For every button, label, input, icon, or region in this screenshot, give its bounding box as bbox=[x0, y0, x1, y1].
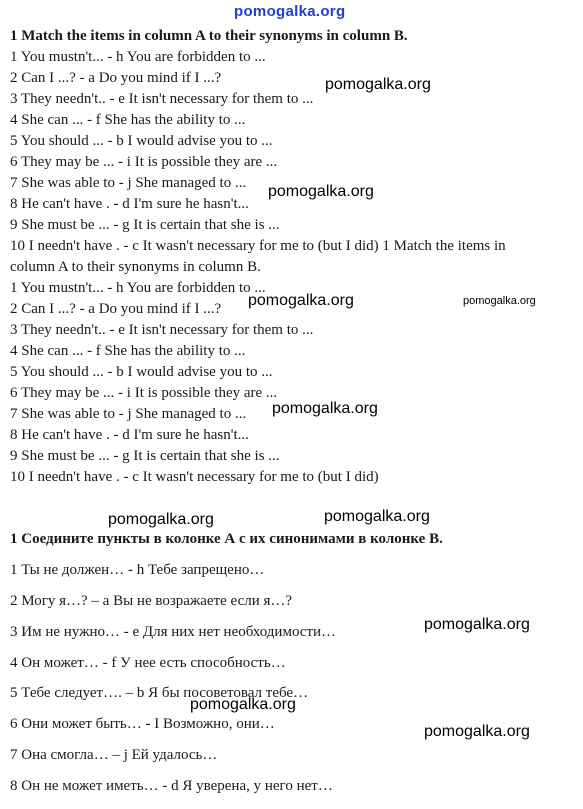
watermark: pomogalka.org bbox=[324, 508, 430, 525]
list-item: 10 I needn't have . - c It wasn't necessary for me to (but I did) bbox=[10, 469, 379, 485]
list-item: 6 They may be ... - i It is possible they are ... bbox=[10, 154, 278, 170]
list-item: 2 Могу я…? – a Вы не возражаете если я…? bbox=[10, 593, 293, 609]
watermark: pomogalka.org bbox=[325, 76, 431, 93]
section2-title: 1 Соедините пункты в колонке А с их синонимами в колонке В. bbox=[10, 531, 443, 547]
watermark: pomogalka.org bbox=[424, 616, 530, 633]
list-item: 2 Can I ...? - a Do you mind if I ...? bbox=[10, 301, 222, 317]
list-item: 6 Они может быть… - I Возможно, они… bbox=[10, 716, 275, 732]
watermark: pomogalka.org bbox=[108, 511, 214, 528]
list-item: 4 Он может… - f У нее есть способность… bbox=[10, 655, 286, 671]
list-item: 4 She can ... - f She has the ability to ... bbox=[10, 112, 246, 128]
watermark: pomogalka.org bbox=[424, 723, 530, 740]
list-item: 9 She must be ... - g It is certain that she is ... bbox=[10, 217, 280, 233]
list-item: 3 They needn't.. - e It isn't necessary for them to ... bbox=[10, 322, 314, 338]
watermark: pomogalka.org bbox=[463, 295, 536, 307]
list-item: 7 She was able to - j She managed to ... bbox=[10, 406, 247, 422]
watermark: pomogalka.org bbox=[248, 292, 354, 309]
section1-title: 1 Match the items in column A to their synonyms in column B. bbox=[10, 28, 408, 44]
list-item: 8 He can't have . - d I'm sure he hasn't... bbox=[10, 196, 249, 212]
header-site-watermark: pomogalka.org bbox=[234, 3, 346, 20]
list-item: 8 He can't have . - d I'm sure he hasn't... bbox=[10, 427, 249, 443]
list-item: 8 Он не может иметь… - d Я уверена, у него нет… bbox=[10, 778, 333, 794]
watermark: pomogalka.org bbox=[190, 696, 296, 713]
list-item: 1 Ты не должен… - h Тебе запрещено… bbox=[10, 562, 265, 578]
list-item: 2 Can I ...? - a Do you mind if I ...? bbox=[10, 70, 222, 86]
list-item: 5 You should ... - b I would advise you to ... bbox=[10, 364, 273, 380]
list-item: 5 Тебе следует…. – b Я бы посоветовал тебе… bbox=[10, 685, 309, 701]
list-item: 5 You should ... - b I would advise you to ... bbox=[10, 133, 273, 149]
list-item: 4 She can ... - f She has the ability to ... bbox=[10, 343, 246, 359]
list-item: 1 You mustn't... - h You are forbidden to ... bbox=[10, 280, 266, 296]
list-item: 3 Им не нужно… - e Для них нет необходимости… bbox=[10, 624, 337, 640]
list-item: 3 They needn't.. - e It isn't necessary for them to ... bbox=[10, 91, 314, 107]
list-item: 6 They may be ... - i It is possible they are ... bbox=[10, 385, 278, 401]
list-item: 7 She was able to - j She managed to ... bbox=[10, 175, 247, 191]
list-item: 9 She must be ... - g It is certain that she is ... bbox=[10, 448, 280, 464]
list-item: 7 Она смогла… – j Ей удалось… bbox=[10, 747, 218, 763]
list-item: 1 You mustn't... - h You are forbidden to ... bbox=[10, 49, 266, 65]
watermark: pomogalka.org bbox=[268, 183, 374, 200]
list-item: column A to their synonyms in column B. bbox=[10, 259, 261, 275]
list-item: 10 I needn't have . - c It wasn't necessary for me to (but I did) 1 Match the items in bbox=[10, 238, 506, 254]
watermark: pomogalka.org bbox=[272, 400, 378, 417]
